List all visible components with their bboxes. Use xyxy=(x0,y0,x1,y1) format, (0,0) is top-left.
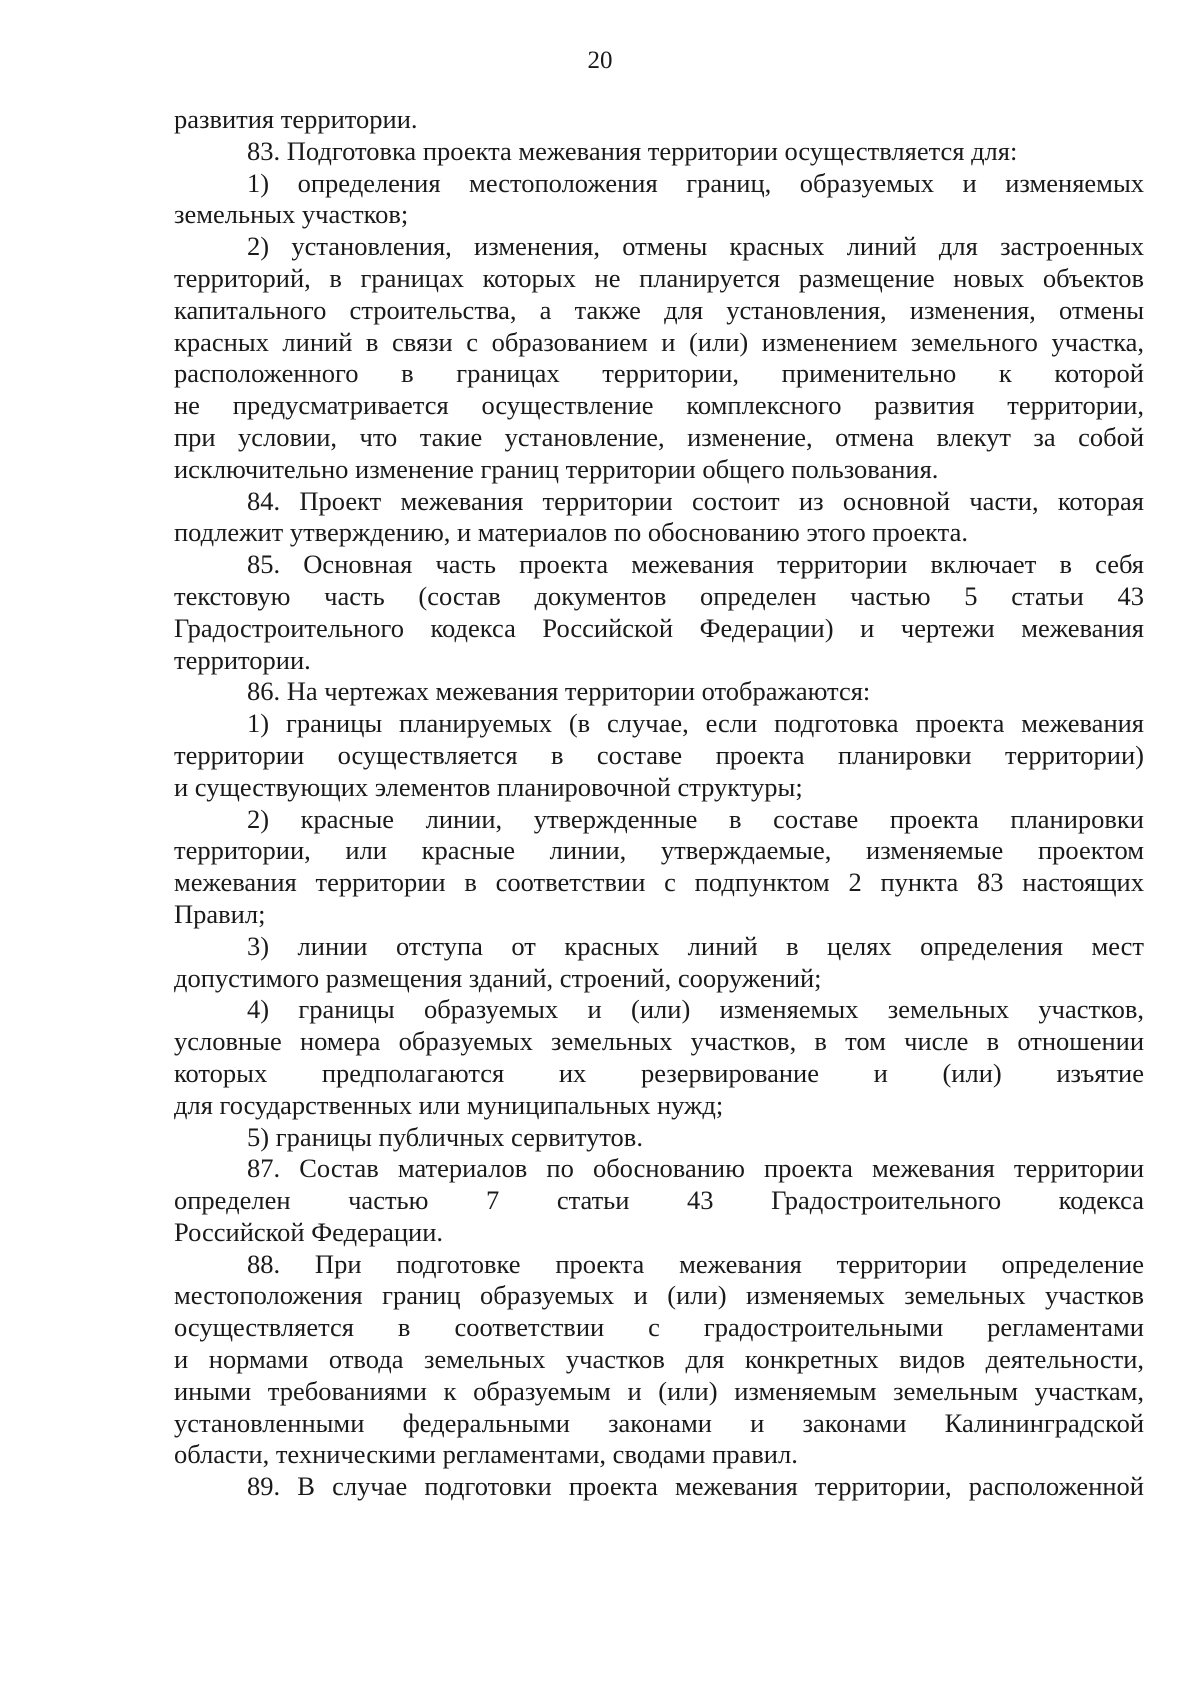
text-line: территорий, в границах которых не планируется размещение новых объектов xyxy=(174,262,1144,293)
text-line: которых предполагаются их резервирование и (или) изъятие xyxy=(174,1057,1144,1088)
text-line: 86. На чертежах межевания территории отображаются: xyxy=(247,676,871,707)
text-line: 2) красные линии, утвержденные в составе проекта планировки xyxy=(247,803,1144,834)
text-line: 2) установления, изменения, отмены красных линий для застроенных xyxy=(247,231,1144,262)
text-line: 3) линии отступа от красных линий в целях определения мест xyxy=(247,930,1144,961)
text-line: 84. Проект межевания территории состоит из основной части, которая xyxy=(247,485,1144,516)
text-line: подлежит утверждению, и материалов по обоснованию этого проекта. xyxy=(174,517,968,548)
text-line: 5) границы публичных сервитутов. xyxy=(247,1121,643,1152)
page-number: 20 xyxy=(587,47,613,74)
text-line: осуществляется в соответствии с градостроительными регламентами xyxy=(174,1312,1144,1343)
text-line: определен частью 7 статьи 43 Градостроительного кодекса xyxy=(174,1185,1144,1216)
text-line: при условии, что такие установление, изменение, отмена влекут за собой xyxy=(174,421,1144,452)
text-line: исключительно изменение границ территории общего пользования. xyxy=(174,453,939,484)
text-line: Правил; xyxy=(174,898,266,929)
text-line: для государственных или муниципальных нужд; xyxy=(174,1089,724,1120)
text-line: области, техническими регламентами, сводами правил. xyxy=(174,1439,798,1470)
text-line: текстовую часть (состав документов определен частью 5 статьи 43 xyxy=(174,580,1144,611)
text-line: Российской Федерации. xyxy=(174,1216,443,1247)
text-line: местоположения границ образуемых и (или) изменяемых земельных участков xyxy=(174,1280,1144,1311)
text-line: допустимого размещения зданий, строений, сооружений; xyxy=(174,962,822,993)
text-line: и существующих элементов планировочной структуры; xyxy=(174,771,803,802)
text-line: 87. Состав материалов по обоснованию проекта межевания территории xyxy=(247,1153,1144,1184)
text-line: не предусматривается осуществление комплексного развития территории, xyxy=(174,390,1144,421)
text-line: капитального строительства, а также для установления, изменения, отмены xyxy=(174,294,1144,325)
text-line: условные номера образуемых земельных участков, в том числе в отношении xyxy=(174,1026,1144,1057)
text-line: 1) границы планируемых (в случае, если подготовка проекта межевания xyxy=(247,708,1144,739)
text-line: территории, или красные линии, утверждаемые, изменяемые проектом xyxy=(174,835,1144,866)
text-line: развития территории. xyxy=(174,104,418,134)
text-line: красных линий в связи с образованием и (или) изменением земельного участка, xyxy=(174,326,1144,357)
text-line: земельных участков; xyxy=(174,199,409,230)
text-line: 83. Подготовка проекта межевания территории осуществляется для: xyxy=(247,135,1018,166)
text-line: 88. При подготовке проекта межевания территории определение xyxy=(247,1248,1144,1279)
text-line: расположенного в границах территории, применительно к которой xyxy=(174,358,1144,389)
text-line: иными требованиями к образуемым и (или) изменяемым земельным участкам, xyxy=(174,1375,1144,1406)
text-line: Градостроительного кодекса Российской Федерации) и чертежи межевания xyxy=(174,612,1144,643)
document-body xyxy=(174,104,1144,1503)
text-line: межевания территории в соответствии с подпунктом 2 пункта 83 настоящих xyxy=(174,867,1144,898)
text-line: установленными федеральными законами и законами Калининградской xyxy=(174,1407,1144,1438)
text-line: 4) границы образуемых и (или) изменяемых земельных участков, xyxy=(247,994,1144,1025)
text-line: 89. В случае подготовки проекта межевания территории, расположенной xyxy=(247,1471,1144,1502)
text-line: 1) определения местоположения границ, образуемых и изменяемых xyxy=(247,167,1144,198)
text-line: 85. Основная часть проекта межевания территории включает в себя xyxy=(247,549,1144,580)
text-line: территории осуществляется в составе проекта планировки территории) xyxy=(174,739,1144,770)
text-line: территории. xyxy=(174,644,311,675)
text-line: и нормами отвода земельных участков для конкретных видов деятельности, xyxy=(174,1344,1144,1375)
